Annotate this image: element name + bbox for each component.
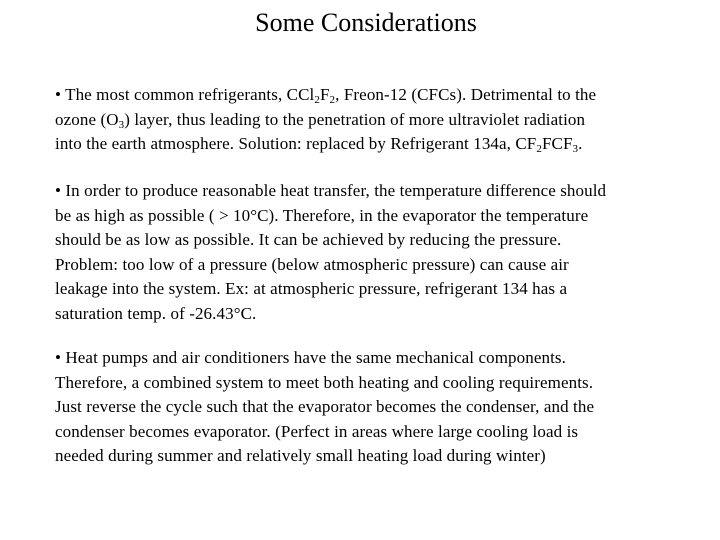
- subscript: 2: [536, 143, 542, 155]
- text-run: condenser becomes evaporator. (Perfect in areas where large cooling load is: [55, 421, 579, 441]
- text-run: ozone (O: [55, 109, 119, 129]
- text-line: [55, 277, 705, 302]
- text-run: , Freon-12 (CFCs). Detrimental to the: [335, 85, 597, 104]
- text-run: FCF: [541, 134, 573, 153]
- bullet-heat-pumps: [55, 346, 705, 469]
- text-line: [55, 420, 705, 445]
- text-line: [55, 395, 705, 420]
- text-line: [55, 132, 705, 157]
- text-run: Just reverse the cycle such that the evaporator becomes the condenser, and the: [55, 397, 595, 416]
- subscript: 2: [314, 94, 320, 106]
- text-run: should be as low as possible. It can be achieved by reducing the pressure.: [55, 230, 562, 249]
- text-line: [55, 346, 705, 371]
- text-run: be as high as possible ( > 10°C). Therefore, in the evaporator the temperature: [55, 205, 589, 225]
- text-run: F: [319, 85, 330, 104]
- text-line: [55, 371, 705, 396]
- text-line: [55, 204, 705, 229]
- text-run: • The most common refrigerants, CCl: [55, 85, 315, 104]
- text-line: [55, 228, 705, 253]
- bullet-temperature-difference: [55, 179, 705, 326]
- subscript: 2: [329, 94, 336, 106]
- text-run: into the earth atmosphere. Solution: replaced by Refrigerant 134a, CF: [55, 134, 537, 153]
- text-run: needed during summer and relatively small heating load during winter): [55, 446, 546, 465]
- text-run: • In order to produce reasonable heat transfer, the temperature difference should: [55, 181, 607, 200]
- slide-title: Some Considerations: [255, 8, 477, 37]
- text-line: [55, 83, 705, 108]
- text-run: Problem: too low of a pressure (below atmospheric pressure) can cause air: [55, 254, 569, 274]
- text-run: .: [578, 134, 583, 153]
- text-line: [55, 444, 705, 469]
- bullet-refrigerants: [55, 83, 705, 157]
- text-run: leakage into the system. Ex: at atmospheric pressure, refrigerant 134 has a: [55, 279, 568, 298]
- text-line: [55, 108, 705, 133]
- text-run: • Heat pumps and air conditioners have the same mechanical components.: [55, 348, 566, 367]
- subscript: 3: [572, 143, 579, 155]
- text-line: [55, 253, 705, 278]
- text-run: saturation temp. of -26.43°C.: [55, 303, 257, 323]
- text-line: [55, 302, 705, 327]
- subscript: 3: [118, 118, 125, 131]
- text-run: ) layer, thus leading to the penetration of more ultraviolet radiation: [124, 109, 586, 129]
- text-run: Therefore, a combined system to meet both heating and cooling requirements.: [55, 372, 594, 392]
- text-line: [55, 179, 705, 204]
